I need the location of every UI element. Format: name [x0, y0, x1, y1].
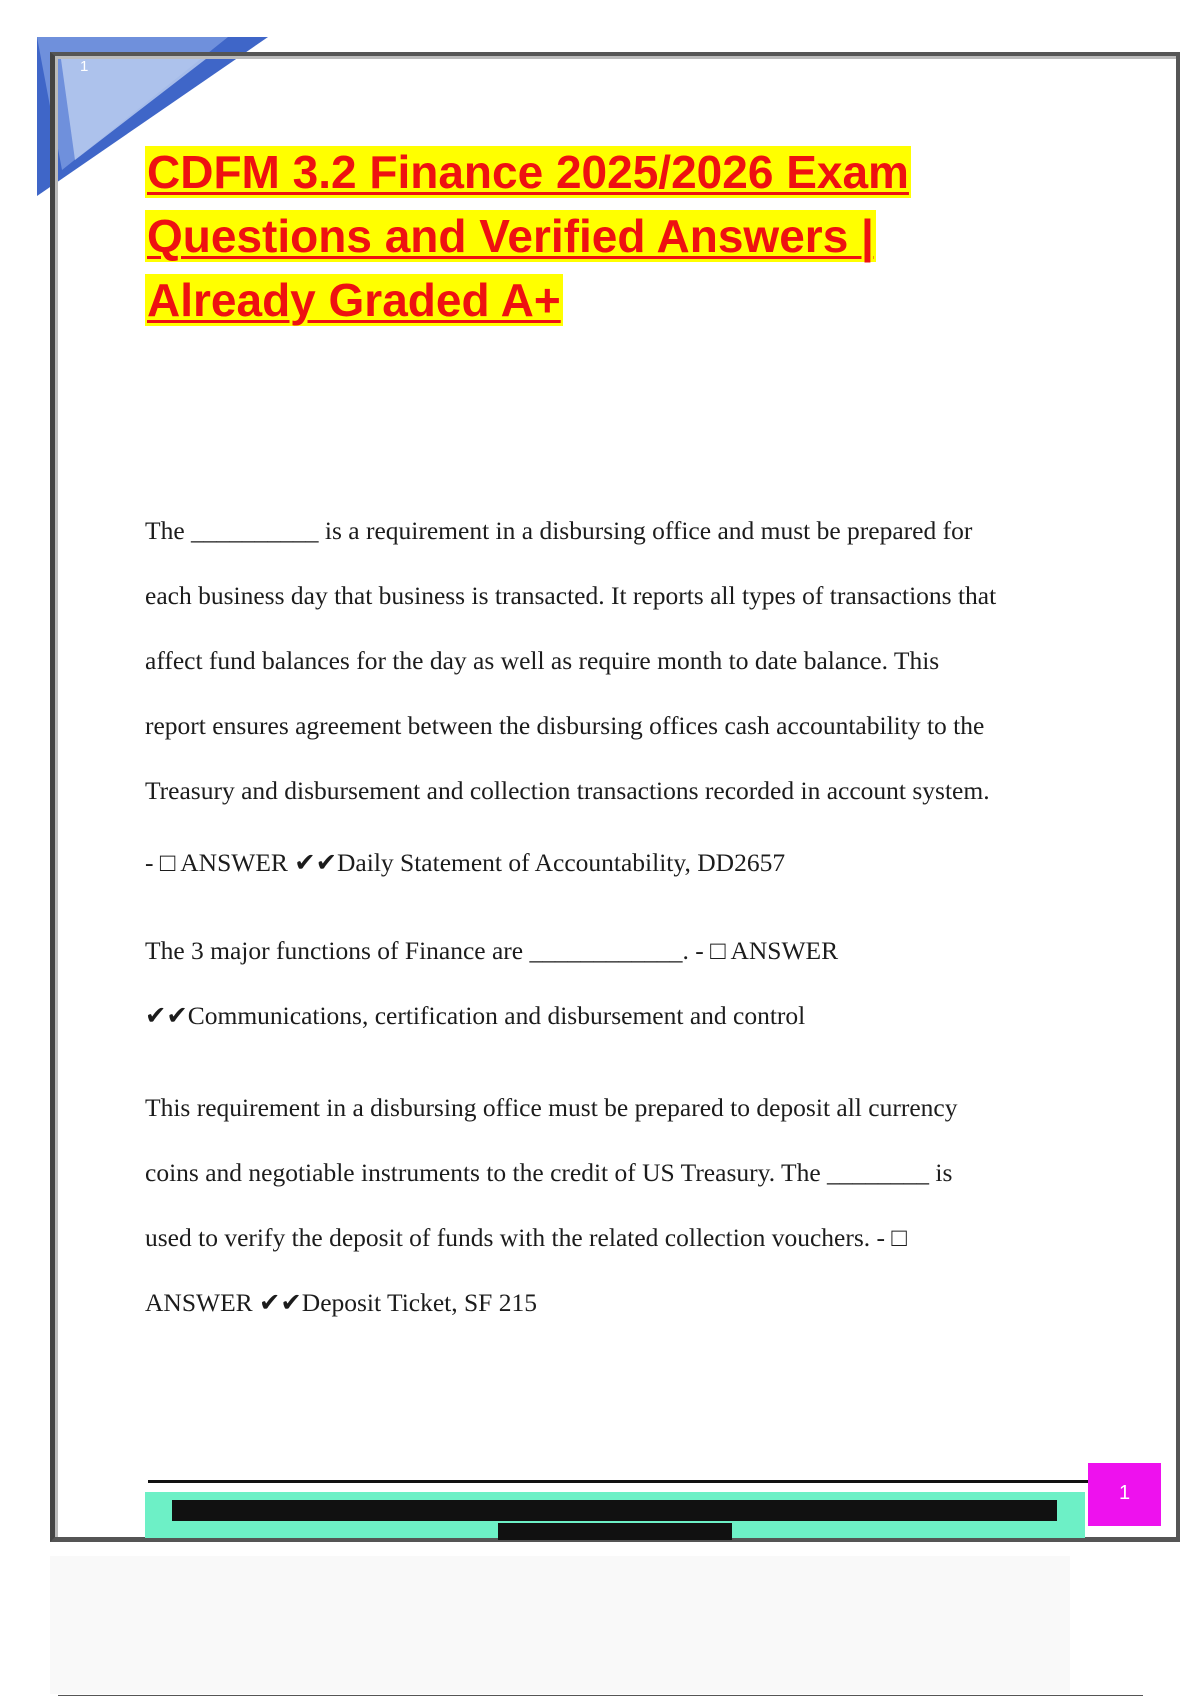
question-2-line: The 3 major functions of Finance are ____________. - □ ANSWER	[145, 936, 839, 965]
question-1-line: Treasury and disbursement and collection transactions recorded in account system.	[145, 776, 990, 805]
footer-redaction-bar-short	[498, 1523, 732, 1540]
next-page-preview	[50, 1556, 1070, 1694]
question-1-answer: - □ ANSWER ✔✔Daily Statement of Accountability, DD2657	[145, 848, 786, 877]
question-3-line: ANSWER ✔✔Deposit Ticket, SF 215	[145, 1288, 537, 1317]
question-2-line: ✔✔Communications, certification and disbursement and control	[145, 1001, 806, 1030]
title-line-3: Already Graded A+	[147, 274, 561, 326]
bottom-rule	[58, 1695, 1143, 1696]
question-1-line: affect fund balances for the day as well as require month to date balance. This	[145, 646, 940, 675]
question-1-line: report ensures agreement between the disbursing offices cash accountability to the	[145, 711, 985, 740]
footer-rule	[148, 1480, 1088, 1483]
question-1-line: The __________ is a requirement in a disbursing office and must be prepared for	[145, 516, 973, 545]
question-2	[145, 918, 1100, 1048]
question-3-line: used to verify the deposit of funds with the related collection vouchers. - □	[145, 1223, 907, 1252]
footer-redaction-bar	[172, 1500, 1057, 1521]
question-3	[145, 1075, 1100, 1335]
question-1-line: each business day that business is transacted. It reports all types of transactions that	[145, 581, 997, 610]
question-3-line: This requirement in a disbursing office must be prepared to deposit all currency	[145, 1093, 958, 1122]
question-3-line: coins and negotiable instruments to the credit of US Treasury. The ________ is	[145, 1158, 953, 1187]
title-line-1: CDFM 3.2 Finance 2025/2026 Exam	[147, 146, 909, 198]
document-title	[145, 140, 1105, 332]
question-1	[145, 498, 1100, 823]
corner-page-number: 1	[80, 58, 89, 75]
footer-page-number-badge: 1	[1088, 1463, 1161, 1526]
title-line-2: Questions and Verified Answers |	[147, 210, 874, 262]
